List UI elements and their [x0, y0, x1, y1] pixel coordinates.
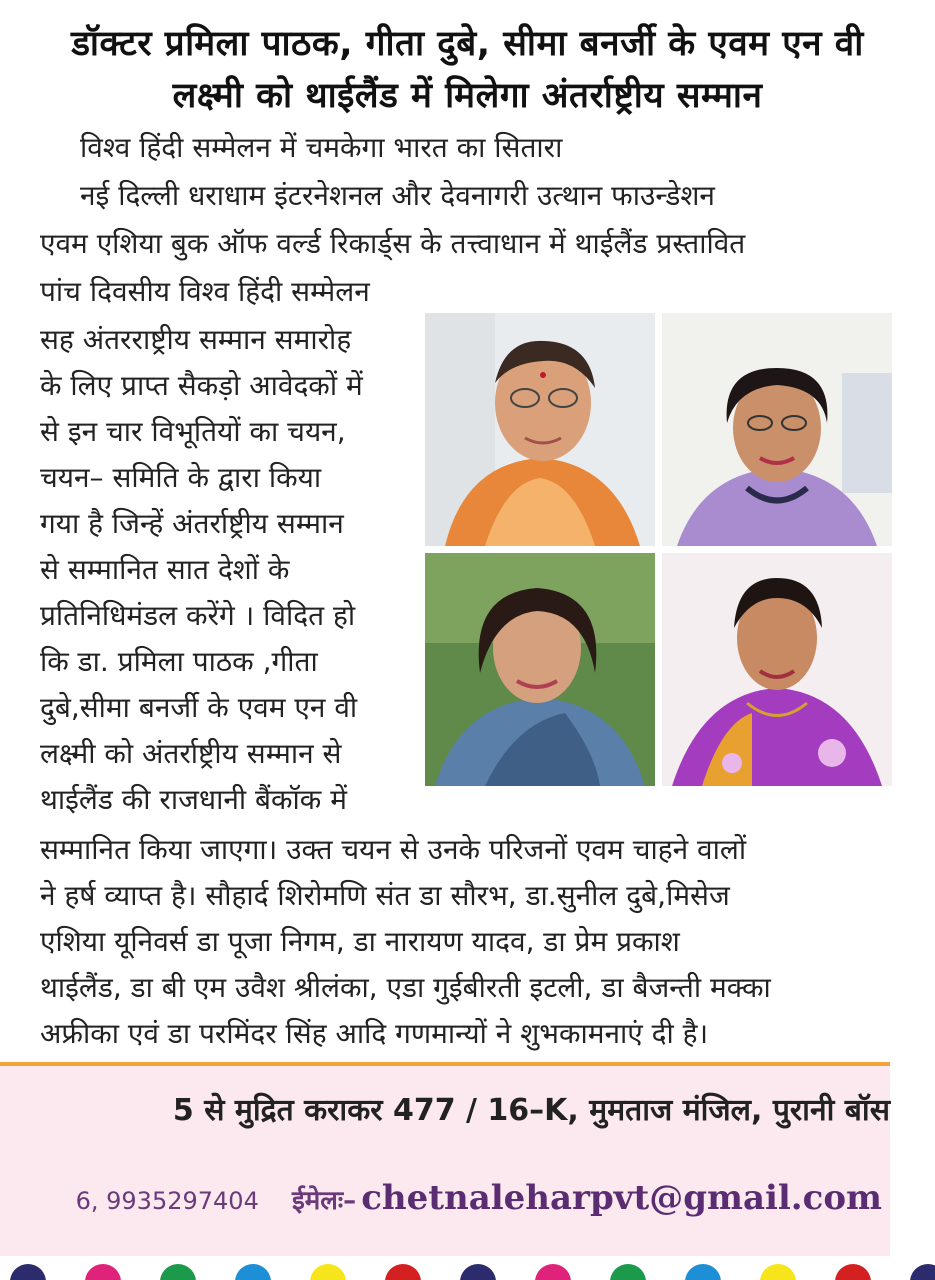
body-line: के लिए प्राप्त सैकड़ो आवेदकों में	[40, 369, 363, 402]
registration-dot	[760, 1264, 796, 1280]
headline-line-2: लक्ष्मी को थाईलैंड में मिलेगा अंतर्राष्ट्रीय सम्मान	[172, 76, 763, 116]
body-line: सह अंतरराष्ट्रीय सम्मान समारोह	[40, 323, 352, 356]
portrait-photo-1	[425, 313, 655, 546]
phone-number: 6, 9935297404	[75, 1187, 259, 1215]
headline-line-1: डॉक्टर प्रमिला पाठक, गीता दुबे, सीमा बनर्जी के एवम एन वी	[71, 24, 864, 64]
body-line: दुबे,सीमा बनर्जी के एवम एन वी	[40, 691, 358, 724]
registration-dot	[535, 1264, 571, 1280]
portrait-photo-2	[662, 313, 892, 546]
body-line: थाईलैंड, डा बी एम उवैश श्रीलंका, एडा गुईबीरती इटली, डा बैजन्ती मक्का	[40, 971, 771, 1004]
body-line: प्रतिनिधिमंडल करेंगे । विदित हो	[40, 599, 356, 632]
body-line: एवम एशिया बुक ऑफ वर्ल्ड रिकार्ड्स के तत्त्वाधान में थाईलैंड प्रस्तावित	[40, 227, 746, 260]
email-address[interactable]: chetnaleharpvt@gmail.com	[361, 1178, 882, 1218]
registration-dot	[910, 1264, 935, 1280]
registration-dot	[385, 1264, 421, 1280]
printer-address: 5 से मुद्रित कराकर 477 / 16–K, मुमताज मंजिल, पुरानी बॉस	[172, 1093, 890, 1128]
headline	[20, 18, 915, 122]
portrait-photo-3	[425, 553, 655, 786]
body-line: थाईलैंड की राजधानी बैंकॉक में	[40, 783, 347, 816]
registration-dot	[310, 1264, 346, 1280]
registration-dot	[235, 1264, 271, 1280]
registration-dot	[460, 1264, 496, 1280]
body-line: नई दिल्ली धराधाम इंटरनेशनल और देवनागरी उत्थान फाउन्डेशन	[80, 179, 715, 212]
body-line: से सम्मानित सात देशों के	[40, 553, 290, 586]
body-line: एशिया यूनिवर्स डा पूजा निगम, डा नारायण यादव, डा प्रेम प्रकाश	[40, 925, 680, 958]
subheading: विश्व हिंदी सम्मेलन में चमकेगा भारत का सितारा	[80, 131, 563, 164]
registration-dot	[835, 1264, 871, 1280]
photo-collage	[425, 313, 892, 785]
contact-line	[0, 1178, 882, 1218]
body-line: कि डा. प्रमिला पाठक ,गीता	[40, 645, 318, 678]
registration-marks	[0, 1258, 935, 1280]
portrait-photo-4	[662, 553, 892, 786]
body-line: सम्मानित किया जाएगा। उक्त चयन से उनके परिजनों एवम चाहने वालों	[40, 833, 747, 866]
registration-dot	[160, 1264, 196, 1280]
body-line: से इन चार विभूतियों का चयन,	[40, 415, 346, 448]
registration-dot	[685, 1264, 721, 1280]
body-line: गया है जिन्हें अंतर्राष्ट्रीय सम्मान	[40, 507, 344, 540]
registration-dot	[10, 1264, 46, 1280]
registration-dot	[610, 1264, 646, 1280]
body-line: अफ्रीका एवं डा परमिंदर सिंह आदि गणमान्यों ने शुभकामनाएं दी है।	[40, 1017, 709, 1050]
email-label: ईमेलः–	[291, 1186, 357, 1216]
body-line: ने हर्ष व्याप्त है। सौहार्द शिरोमणि संत डा सौरभ, डा.सुनील दुबे,मिसेज	[40, 879, 730, 912]
body-line: चयन– समिति के द्वारा किया	[40, 461, 322, 494]
footer-masthead	[0, 1062, 890, 1256]
body-line: पांच दिवसीय विश्व हिंदी सम्मेलन	[40, 275, 370, 308]
body-line: लक्ष्मी को अंतर्राष्ट्रीय सम्मान से	[40, 737, 342, 770]
registration-dot	[85, 1264, 121, 1280]
